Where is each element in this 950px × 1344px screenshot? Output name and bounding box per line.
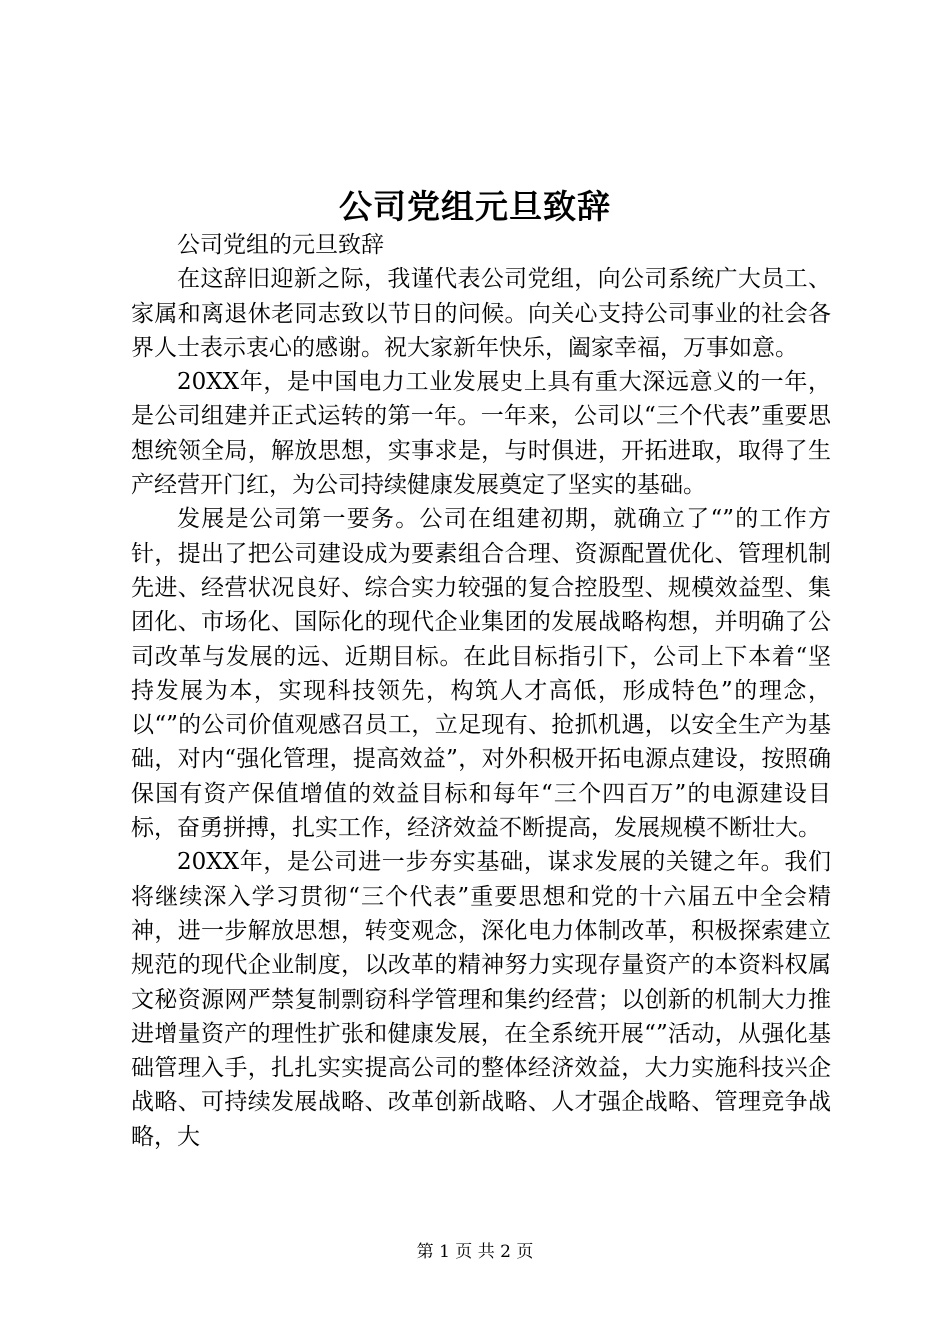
document-subtitle: 公司党组的元旦致辞 <box>177 232 384 258</box>
document-title: 公司党组元旦致辞 <box>339 187 611 226</box>
paragraph-greeting: 在这辞旧迎新之际，我谨代表公司党组，向公司系统广大员工、家属和离退休老同志致以节日的问候。向关心支持公司事业的社会各界人士表示衷心的感谢。祝大家新年快乐，阖家幸福，万事如意。 <box>131 266 831 361</box>
paragraph-outlook: 20XX年，是公司进一步夯实基础，谋求发展的关键之年。我们将继续深入学习贯彻“三个代表”重要思想和党的十六届五中全会精神，进一步解放思想，转变观念，深化电力体制改革，积极探索建立规范的现代企业制度，以改革的精神努力实现存量资产的本资料权属文秘资源网严禁复制剽窃科学管理和集约经营；以创新的机制大力推进增量资产的理性扩张和健康发展，在全系统开展“”活动，从强化基础管理入手，扎扎实实提高公司的整体经济效益，大力实施科技兴企战略、可持续发展战略、改革创新战略、人才强企战略、管理竞争战略，大 <box>131 849 831 1150</box>
document-body <box>131 228 831 1154</box>
page-number-footer: 第 1 页 共 2 页 <box>416 1242 534 1262</box>
paragraph-review: 20XX年，是中国电力工业发展史上具有重大深远意义的一年，是公司组建并正式运转的第一年。一年来，公司以“三个代表”重要思想统领全局，解放思想，实事求是，与时俱进，开拓进取，取得了生产经营开门红，为公司持续健康发展奠定了坚实的基础。 <box>131 369 831 499</box>
paragraph-development: 发展是公司第一要务。公司在组建初期，就确立了“”的工作方针，提出了把公司建设成为要素组合合理、资源配置优化、管理机制先进、经营状况良好、综合实力较强的复合控股型、规模效益型、集团化、市场化、国际化的现代企业集团的发展战略构想，并明确了公司改革与发展的远、近期目标。在此目标指引下，公司上下本着“坚持发展为本，实现科技领先，构筑人才高低，形成特色”的理念，以“”的公司价值观感召员工，立足现有、抢抓机遇，以安全生产为基础，对内“强化管理，提高效益”，对外积极开拓电源点建设，按照确保国有资产保值增值的效益目标和每年“三个四百万”的电源建设目标，奋勇拼搏，扎实工作，经济效益不断提高，发展规模不断壮大。 <box>131 506 831 842</box>
